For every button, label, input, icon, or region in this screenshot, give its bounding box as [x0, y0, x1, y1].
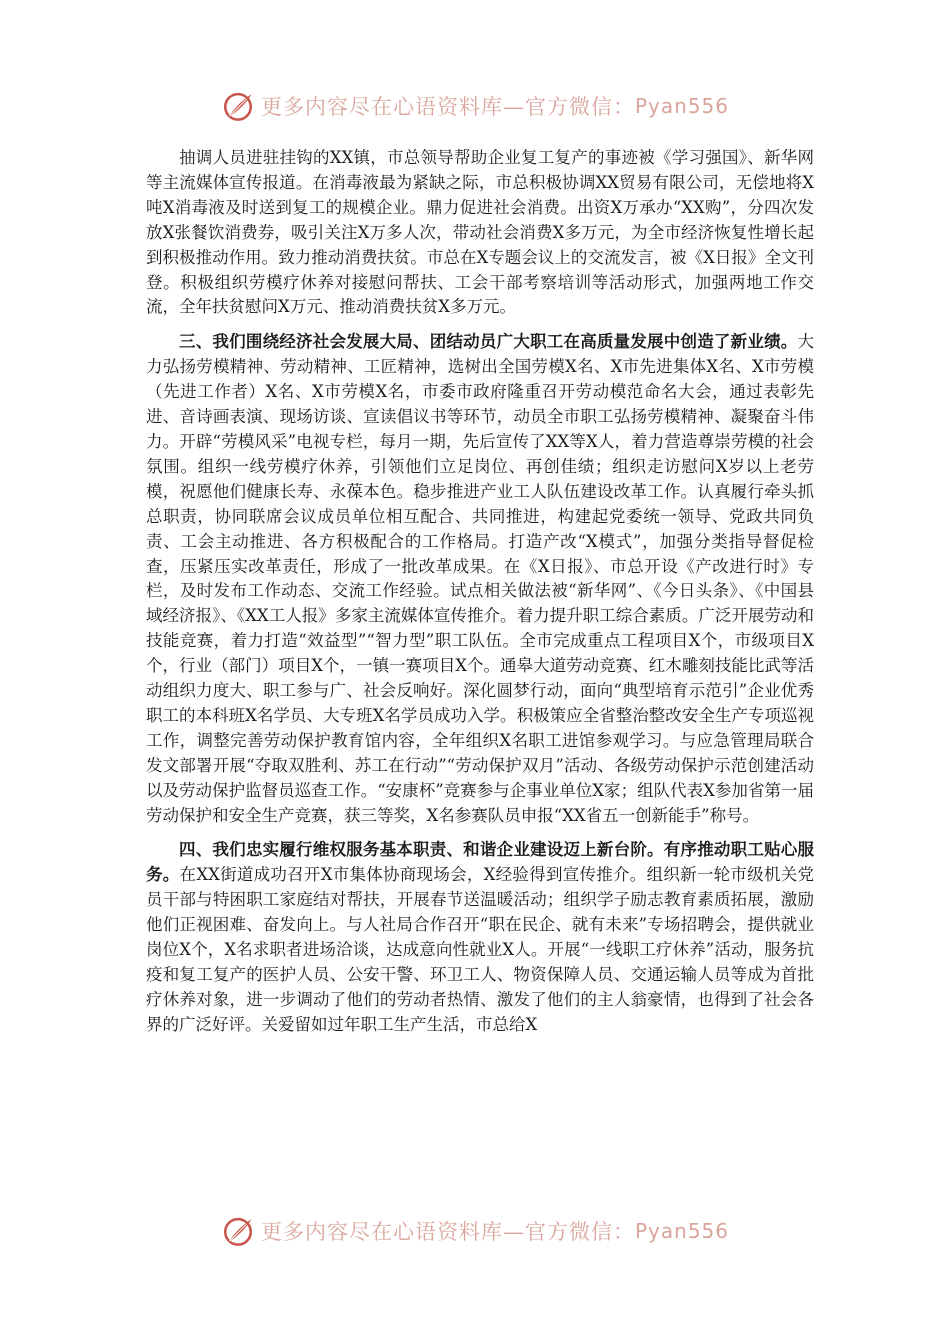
watermark-id: Pyan556 — [634, 1219, 729, 1243]
document-body — [146, 146, 814, 1038]
paragraph-2 — [146, 330, 814, 828]
paragraph-3-body: 在XX街道成功召开X市集体协商现场会，X经验得到宣传推介。组织新一轮市级机关党员干部与特困职工家庭结对帮扶，开展春节送温暖活动；组织学子励志教育素质拓展，激励他们正视困难、奋发向上。与人社局合作召开“职在民企、就有未来”专场招聘会，提供就业岗位X个，X名求职者进场洽谈，达成意向性就业X人。开展“一线职工疗休养”活动，服务抗疫和复工复产的医护人员、公安干警、环卫工人、物资保障人员、交通运输人员等成为首批疗休养对象，进一步调动了他们的劳动者热情、激发了他们的主人翁豪情，也得到了社会各界的广泛好评。关爱留如过年职工生产生活，市总给X — [146, 865, 814, 1034]
watermark-text: 更多内容尽在心语资料库—官方微信： — [260, 1220, 635, 1244]
watermark-text: 更多内容尽在心语资料库—官方微信： — [260, 95, 635, 119]
paragraph-1 — [146, 146, 814, 320]
paragraph-2-lead: 三、我们围绕经济社会发展大局、团结动员广大职工在高质量发展中创造了新业绩。 — [179, 332, 798, 352]
paragraph-1-body: 抽调人员进驻挂钩的XX镇，市总领导帮助企业复工复产的事迹被《学习强国》、新华网等主流媒体宣传报道。在消毒液最为紧缺之际，市总积极协调XX贸易有限公司，无偿地将X吨X消毒液及时送到复工的规模企业。鼎力促进社会消费。出资X万承办“XX购”，分四次发放X张餐饮消费券，吸引关注X万多人次，带动社会消费X多万元，为全市经济恢复性增长起到积极推动作用。致力推动消费扶贫。市总在X专题会议上的交流发言，被《X日报》全文刊登。积极组织劳模疗休养对接慰问帮扶、工会干部考察培训等活动形式，加强两地工作交流，全年扶贫慰问X万元、推动消费扶贫X多万元。 — [146, 148, 814, 317]
feather-logo-icon — [221, 89, 255, 123]
paragraph-3-lead: 四、我们忠实履行维权服务基本职责、和谐企业建设迈上新台阶。有序推动职工贴心服务。 — [146, 840, 814, 885]
watermark-id: Pyan556 — [634, 94, 729, 118]
feather-logo-icon — [221, 1214, 255, 1248]
watermark-footer — [0, 1211, 950, 1251]
paragraph-3 — [146, 838, 814, 1037]
watermark-header — [0, 86, 950, 126]
paragraph-2-body: 大力弘扬劳模精神、劳动精神、工匠精神，选树出全国劳模X名、X市先进集体X名、X市劳模（先进工作者）X名、X市劳模X名，市委市政府隆重召开劳动模范命名大会，通过表彰先进、音诗画表演、现场访谈、宣读倡议书等环节，动员全市职工弘扬劳模精神、凝聚奋斗伟力。开辟“劳模风采”电视专栏，每月一期，先后宣传了XX等X人，着力营造尊崇劳模的社会氛围。组织一线劳模疗休养，引领他们立足岗位、再创佳绩；组织走访慰问X岁以上老劳模，祝愿他们健康长寿、永葆本色。稳步推进产业工人队伍建设改革工作。认真履行牵头抓总职责，协同联席会议成员单位相互配合、共同推进，构建起党委统一领导、党政共同负责、工会主动推进、各方积极配合的工作格局。打造产改“X模式”，加强分类指导督促检查，压紧压实改革责任，形成了一批改革成果。在《X日报》、市总开设《产改进行时》专栏，及时发布工作动态、交流工作经验。试点相关做法被“新华网”、《今日头条》、《中国县域经济报》、《XX工人报》多家主流媒体宣传推介。着力提升职工综合素质。广泛开展劳动和技能竞赛，着力打造“效益型”“智力型”职工队伍。全市完成重点工程项目X个，市级项目X个，行业（部门）项目X个，一镇一赛项目X个。通皋大道劳动竞赛、红木雕刻技能比武等活动组织力度大、职工参与广、社会反响好。深化圆梦行动，面向“典型培育示范引”企业优秀职工的本科班X名学员、大专班X名学员成功入学。积极策应全省整治整改安全生产专项巡视工作，调整完善劳动保护教育馆内容，全年组织X名职工进馆参观学习。与应急管理局联合发文部署开展“夺取双胜利、苏工在行动”“劳动保护双月”活动、各级劳动保护示范创建活动以及劳动保护监督员巡查工作。“安康杯”竞赛参与企事业单位X家；组队代表X参加省第一届劳动保护和安全生产竞赛，获三等奖，X名参赛队员申报“XX省五一创新能手”称号。 — [146, 332, 814, 825]
